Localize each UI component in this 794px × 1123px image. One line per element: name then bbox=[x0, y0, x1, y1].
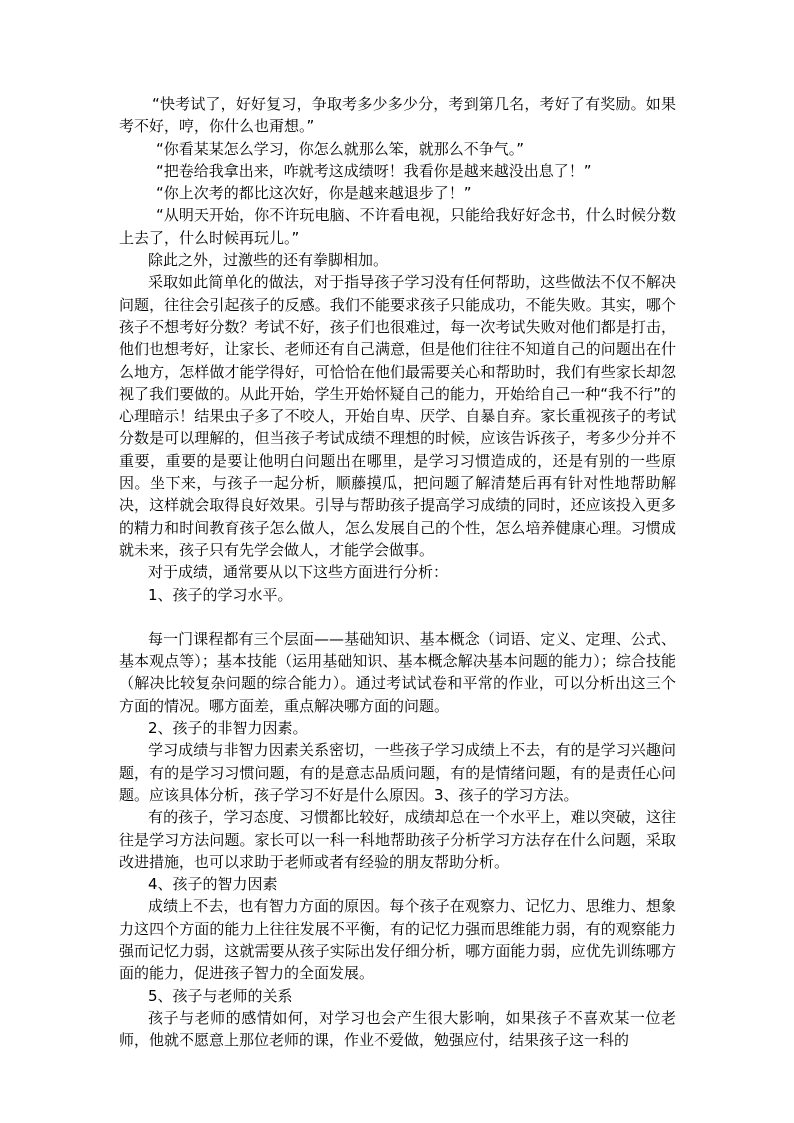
body-paragraph: 除此之外，过激些的还有拳脚相加。 bbox=[148, 251, 389, 270]
body-paragraph: 对于成绩，通常要从以下这些方面进行分析： bbox=[148, 563, 449, 582]
section-heading: 4、孩子的智力因素 bbox=[148, 875, 278, 894]
section-heading: 2、孩子的非智力因素。 bbox=[148, 719, 308, 738]
body-paragraph: 每一门课程都有三个层面——基础知识、基本概念（词语、定义、定理、公式、基本观点等）；基本技能（运用基础知识、基本概念解决基本问题的能力）；综合技能（解决比较复杂问题的综合能力）。通过考试试卷和平常的作业，可以分析出这三个方面的情况。哪方面差，重点解决哪方面的问题。 bbox=[119, 629, 676, 715]
section-heading: 5、孩子与老师的关系 bbox=[148, 986, 293, 1005]
quote-paragraph: “把卷给我拿出来，咋就考这成绩呀！我看你是越来越没出息了！” bbox=[156, 161, 592, 180]
quote-paragraph: “从明天开始，你不许玩电脑、不许看电视，只能给我好好念书，什么时候分数上去了，什么时候再玩儿。” bbox=[119, 206, 676, 247]
body-paragraph: 成绩上不去，也有智力方面的原因。每个孩子在观察力、记忆力、思维力、想象力这四个方面的能力上往往发展不平衡，有的记忆力强而思维能力弱，有的观察能力强而记忆力弱，这就需要从孩子实际出发仔细分析，哪方面能力弱，应优先训练哪方面的能力，促进孩子智力的全面发展。 bbox=[119, 897, 676, 983]
body-paragraph: 有的孩子，学习态度、习惯都比较好，成绩却总在一个水平上，难以突破，这往往是学习方法问题。家长可以一科一科地帮助孩子分析学习方法存在什么问题，采取改进措施，也可以求助于老师或者有经验的朋友帮助分析。 bbox=[119, 808, 676, 871]
quote-paragraph: “你上次考的都比这次好，你是越来越退步了！” bbox=[156, 184, 472, 203]
quote-paragraph: “快考试了，好好复习，争取考多少多少分，考到第几名，考好了有奖励。如果考不好，哼，你什么也甭想。” bbox=[119, 95, 676, 136]
body-paragraph: 孩子与老师的感情如何，对学习也会产生很大影响，如果孩子不喜欢某一位老师，他就不愿意上那位老师的课，作业不爱做，勉强应付，结果孩子这一科的 bbox=[119, 1008, 676, 1050]
blank-line bbox=[119, 606, 676, 628]
body-paragraph: 采取如此简单化的做法，对于指导孩子学习没有任何帮助，这些做法不仅不解决问题，往往会引起孩子的反感。我们不能要求孩子只能成功，不能失败。其实，哪个孩子不想考好分数？考试不好，孩子们也很难过，每一次考试失败对他们都是打击，他们也想考好，让家长、老师还有自己满意，但是他们往往不知道自己的问题出在什么地方，怎样做才能学得好，可恰恰在他们最需要关心和帮助时，我们有些家长却忽视了我们要做的。从此开始，学生开始怀疑自己的能力，开始给自己一种“我不行”的心理暗示！结果虫子多了不咬人，开始自卑、厌学、自暴自弃。家长重视孩子的考试分数是可以理解的，但当孩子考试成绩不理想的时候，应该告诉孩子，考多少分并不重要，重要的是要让他明白问题出在哪里，是学习习惯造成的，还是有别的一些原因。坐下来，与孩子一起分析，顺藤摸瓜，把问题了解清楚后再有针对性地帮助解决，这样就会取得良好效果。引导与帮助孩子提高学习成绩的同时，还应该投入更多的精力和时间教育孩子怎么做人，怎么发展自己的个性，怎么培养健康心理。习惯成就未来，孩子只有先学会做人，才能学会做事。 bbox=[119, 273, 676, 559]
quote-paragraph: “你看某某怎么学习，你怎么就那么笨，就那么不争气。” bbox=[156, 139, 525, 158]
section-heading: 1、孩子的学习水平。 bbox=[148, 585, 293, 604]
body-paragraph: 学习成绩与非智力因素关系密切，一些孩子学习成绩上不去，有的是学习兴趣问题，有的是学习习惯问题，有的是意志品质问题，有的是情绪问题，有的是责任心问题。应该具体分析，孩子学习不好是什么原因。3、孩子的学习方法。 bbox=[119, 741, 676, 804]
document-body bbox=[119, 93, 676, 1051]
